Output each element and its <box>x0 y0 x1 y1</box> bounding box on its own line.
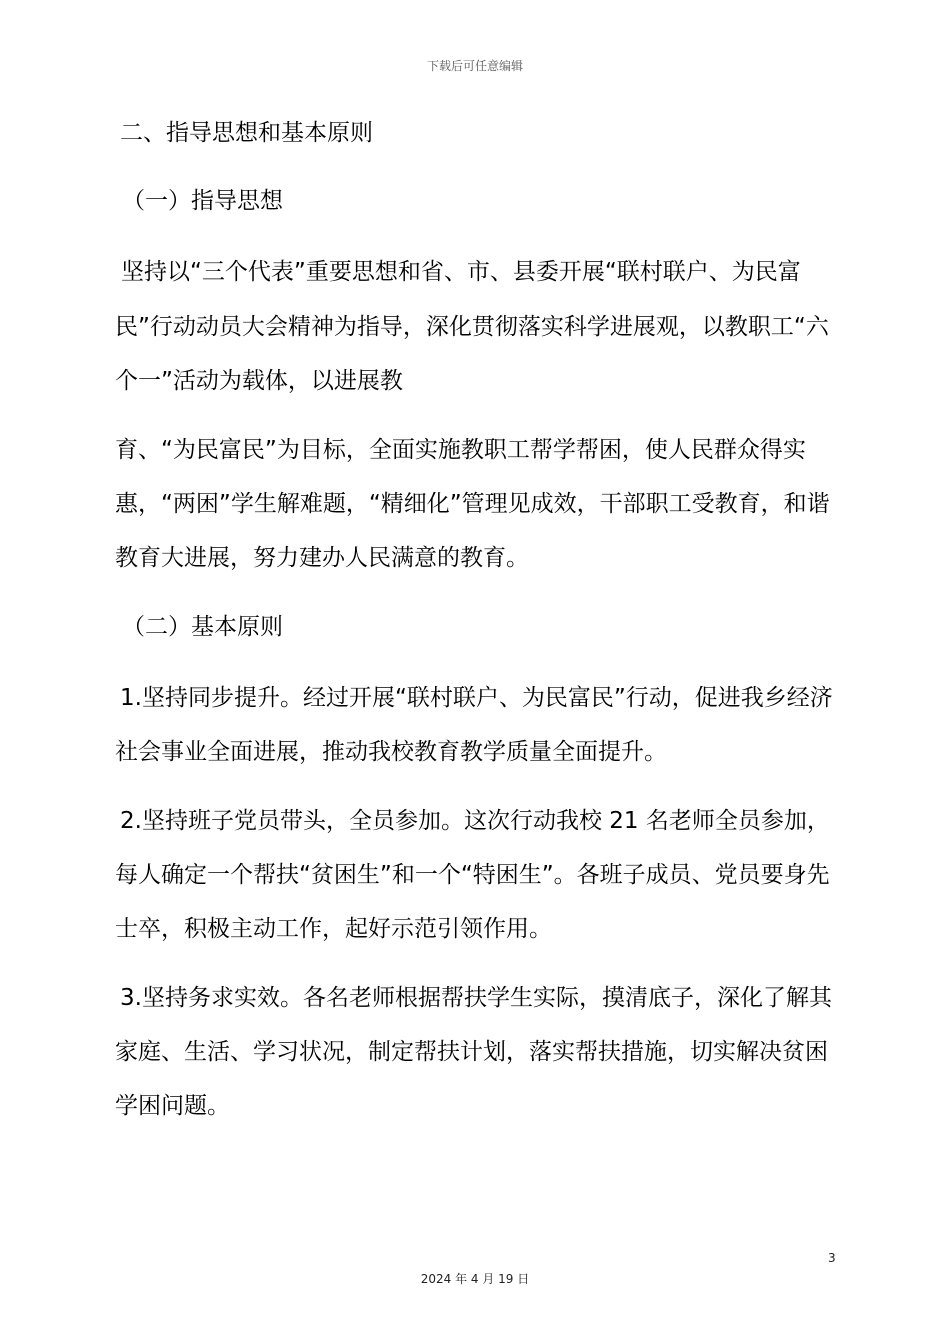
principle-line: 3.坚持务求实效。各名老师根据帮扶学生实际，摸清底子，深化了解其 <box>120 985 832 1011</box>
principle-line: 每人确定一个帮扶“贫困生”和一个“特困生”。各班子成员、党员要身先 <box>115 862 830 888</box>
subsection-title-basic-principles: （二）基本原则 <box>122 614 283 640</box>
header-note: 下载后可任意编辑 <box>426 59 523 73</box>
paragraph-line: 育、“为民富民”为目标，全面实施教职工帮学帮困，使人民群众得实 <box>115 437 806 463</box>
principle-line: 家庭、生活、学习状况，制定帮扶计划，落实帮扶措施，切实解决贫困 <box>115 1039 828 1065</box>
principle-line: 2.坚持班子党员带头，全员参加。这次行动我校 21 名老师全员参加， <box>120 808 830 834</box>
principle-line: 1.坚持同步提升。经过开展“联村联户、为民富民”行动，促进我乡经济 <box>120 685 833 711</box>
footer-date: 2024 年 4 月 19 日 <box>420 1272 530 1286</box>
paragraph-line: 教育大进展，努力建办人民满意的教育。 <box>115 545 529 571</box>
paragraph-line: 惠，“两困”学生解难题，“精细化”管理见成效，干部职工受教育，和谐 <box>115 491 830 517</box>
principle-line: 学困问题。 <box>115 1093 230 1119</box>
section-title: 二、指导思想和基本原则 <box>120 120 373 146</box>
subsection-title-guiding-ideology: （一）指导思想 <box>122 188 283 214</box>
page-number: 3 <box>828 1251 836 1265</box>
principle-line: 社会事业全面进展，推动我校教育教学质量全面提升。 <box>115 739 667 765</box>
paragraph-line: 个一”活动为载体，以进展教 <box>115 368 403 394</box>
principle-line: 士卒，积极主动工作，起好示范引领作用。 <box>115 916 552 942</box>
paragraph-line: 坚持以“三个代表”重要思想和省、市、县委开展“联村联户、为民富 <box>121 259 801 285</box>
paragraph-line: 民”行动动员大会精神为指导，深化贯彻落实科学进展观，以教职工“六 <box>115 314 829 340</box>
